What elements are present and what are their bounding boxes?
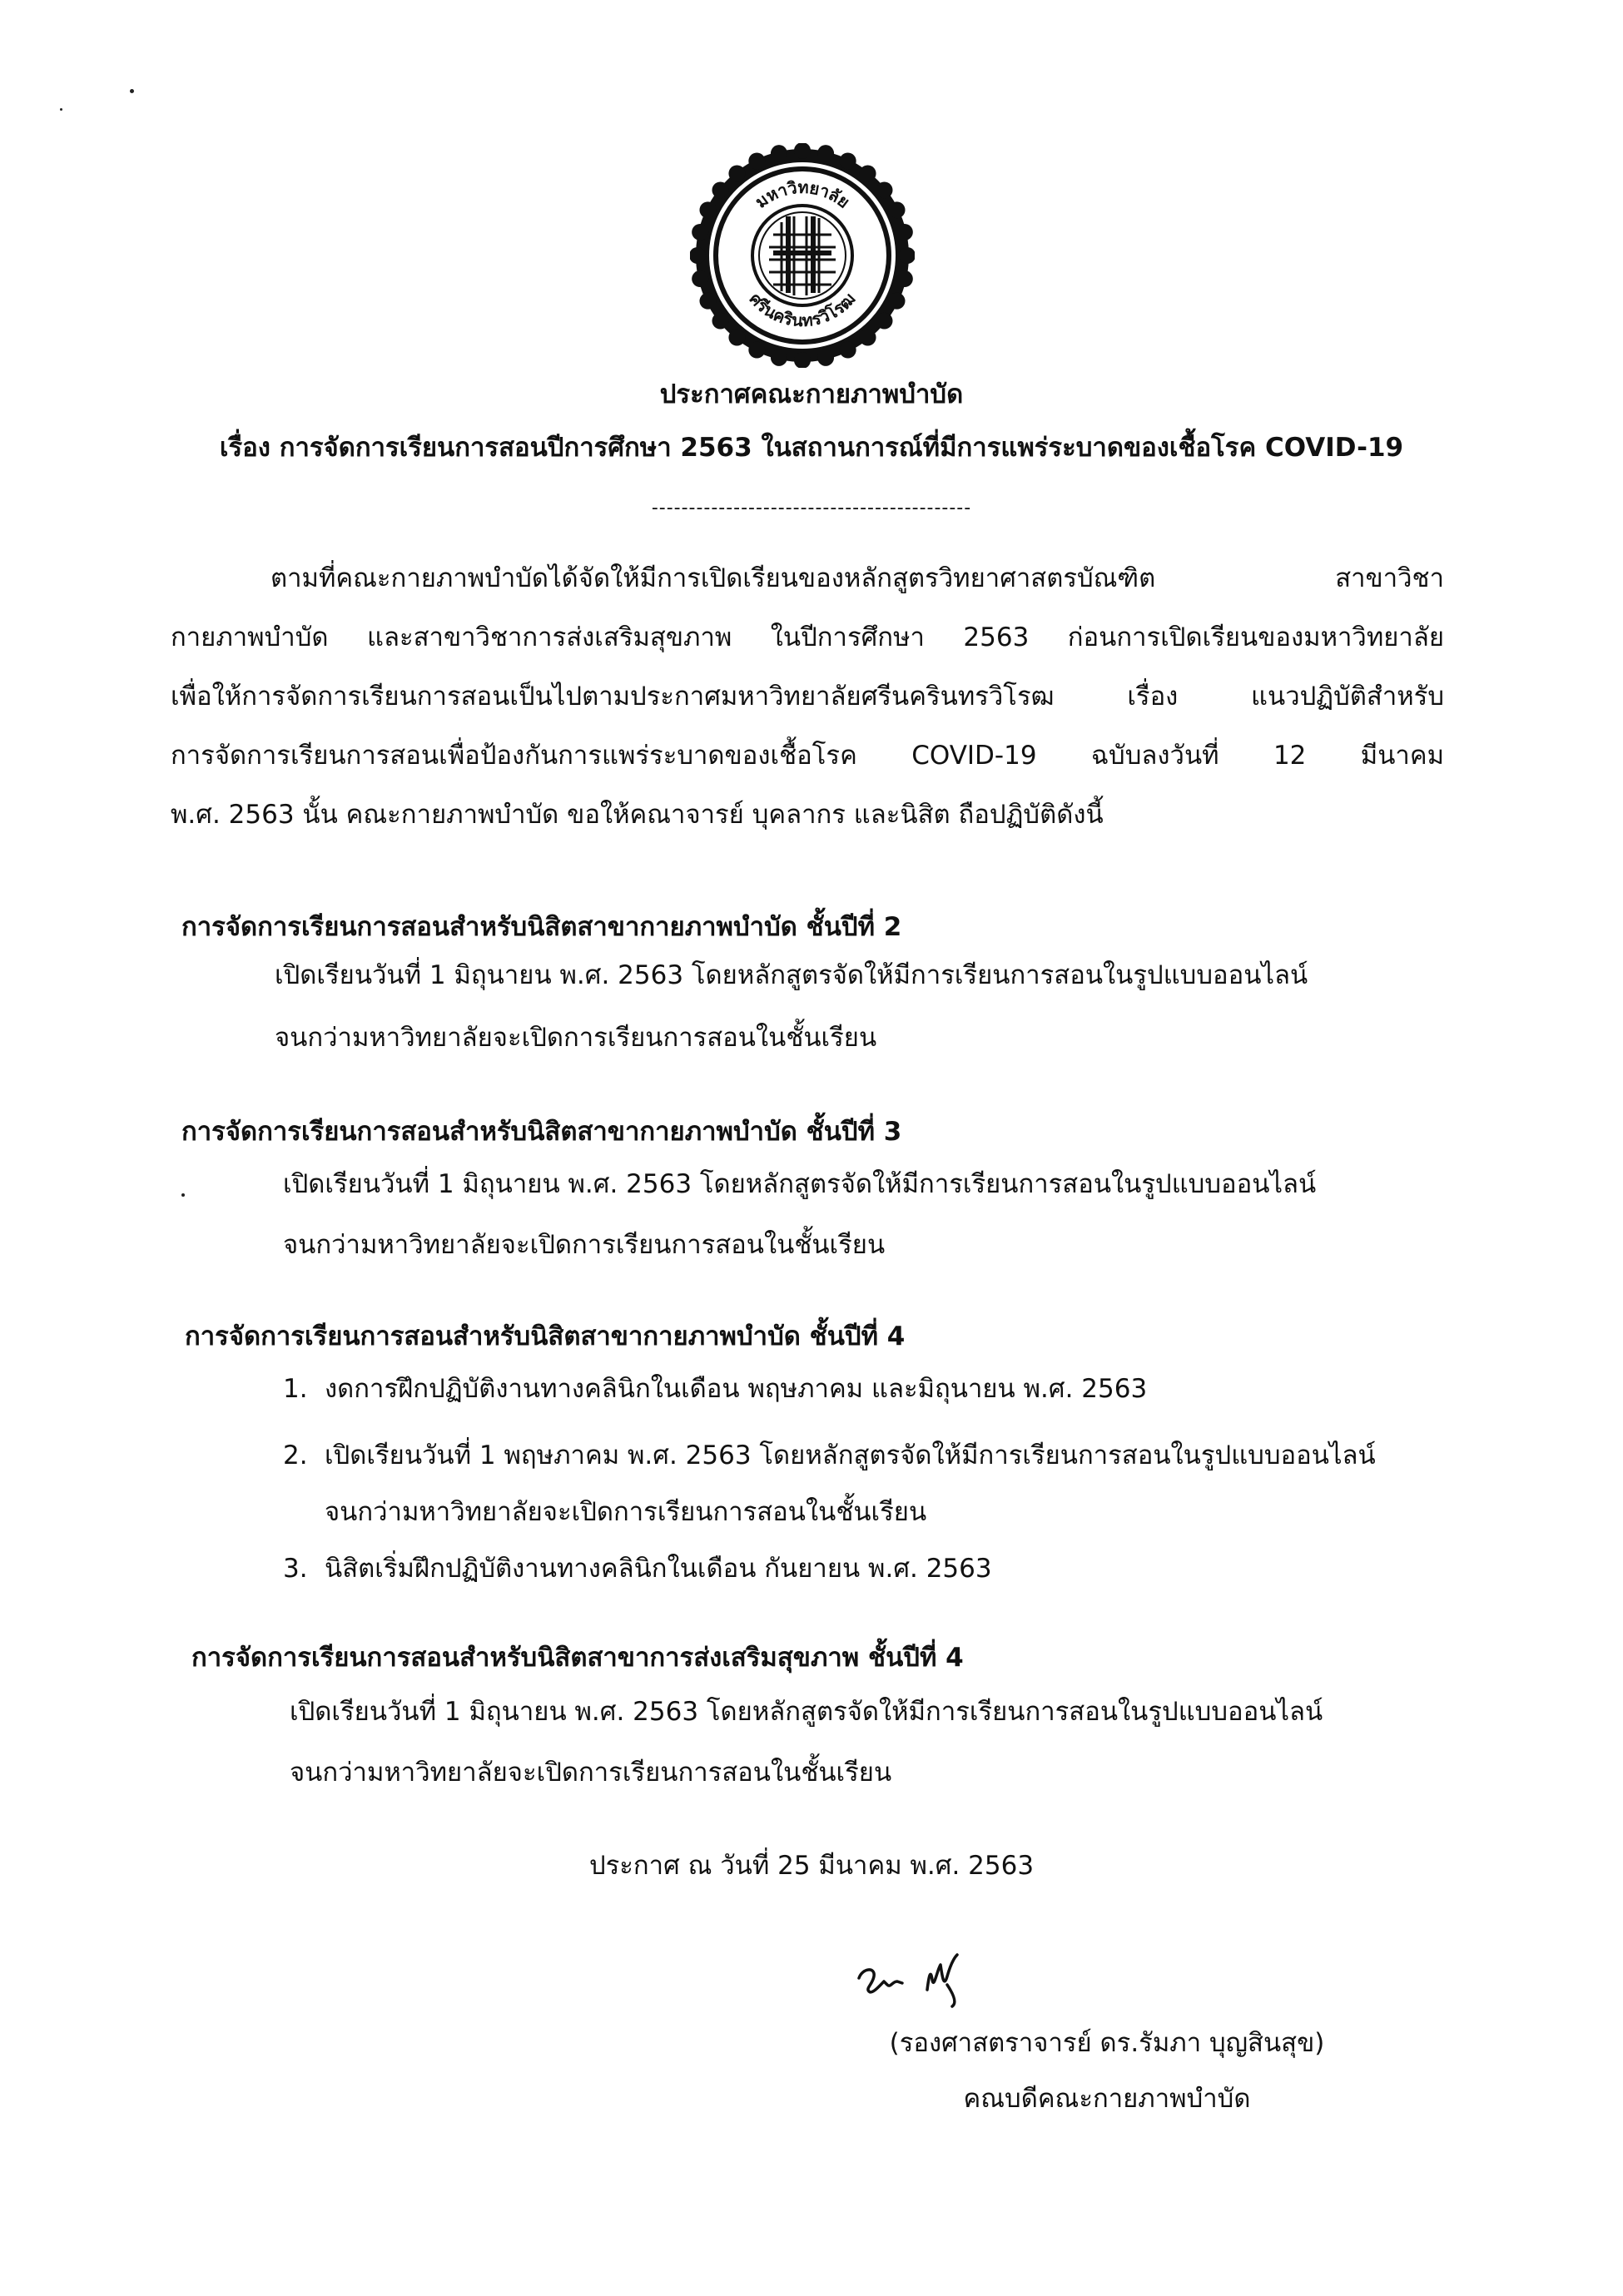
section-line: จนกว่ามหาวิทยาลัยจะเปิดการเรียนการสอนในชั้นเรียน [283, 1230, 886, 1260]
seal-scallop [896, 270, 913, 287]
announcement-title: ประกาศคณะกายภาพบำบัด [659, 379, 964, 409]
seal-scallop [771, 350, 787, 366]
scan-speck [181, 1193, 185, 1197]
seal-scallop [771, 145, 787, 161]
seal-scallop [817, 350, 834, 366]
seal-scallop [840, 342, 856, 359]
seal-scallop [712, 181, 728, 198]
list-item-line: เปิดเรียนวันที่ 1 พฤษภาคม พ.ศ. 2563 โดยหลักสูตรจัดให้มีการเรียนการสอนในรูปแบบออนไลน์ [325, 1441, 1376, 1470]
announcement-date: ประกาศ ณ วันที่ 25 มีนาคม พ.ศ. 2563 [588, 1851, 1035, 1881]
seal-scallop [712, 313, 728, 330]
university-seal-logo [690, 143, 915, 368]
list-item-line: จนกว่ามหาวิทยาลัยจะเปิดการเรียนการสอนในชั้นเรียน [325, 1497, 927, 1527]
section-line: จนกว่ามหาวิทยาลัยจะเปิดการเรียนการสอนในชั้นเรียน [275, 1023, 877, 1053]
list-item-line: งดการฝึกปฏิบัติงานทางคลินิกในเดือน พฤษภาคม และมิถุนายน พ.ศ. 2563 [325, 1374, 1148, 1404]
signer-name: (รองศาสตราจารย์ ดร.รัมภา บุญสินสุข) [889, 2028, 1325, 2058]
section-line: เปิดเรียนวันที่ 1 มิถุนายน พ.ศ. 2563 โดยหลักสูตรจัดให้มีการเรียนการสอนในรูปแบบออนไลน์ [275, 960, 1308, 990]
seal-scallop [840, 152, 856, 169]
seal-scallop [699, 201, 716, 218]
seal-scallop [876, 181, 893, 198]
intro-line: เพื่อให้การจัดการเรียนการสอนเป็นไปตามประกาศมหาวิทยาลัยศรีนครินทรวิโรฒ เรื่อง แนวปฏิบัติสำหรับ [171, 682, 1444, 712]
title-divider: ------------------------------------------- [651, 498, 972, 518]
seal-scallop [889, 293, 906, 310]
seal-bottom-text: ศรีนครินทรวิโรฒ [745, 288, 860, 331]
section-heading: การจัดการเรียนการสอนสำหรับนิสิตสาขากายภาพบำบัด ชั้นปีที่ 3 [181, 1117, 902, 1147]
seal-scallop [692, 224, 708, 241]
seal-scallop [699, 293, 716, 310]
list-item-line: นิสิตเริ่มฝึกปฏิบัติงานทางคลินิกในเดือน กันยายน พ.ศ. 2563 [325, 1554, 992, 1584]
seal-scallop [896, 224, 913, 241]
signer-position: คณบดีคณะกายภาพบำบัด [963, 2084, 1251, 2114]
seal-scallop [817, 145, 834, 161]
seal-top-text: มหาวิทยาลัย [751, 176, 854, 212]
scan-speck [130, 89, 134, 93]
section-line: เปิดเรียนวันที่ 1 มิถุนายน พ.ศ. 2563 โดยหลักสูตรจัดให้มีการเรียนการสอนในรูปแบบออนไลน์ [283, 1169, 1317, 1199]
intro-line: พ.ศ. 2563 นั้น คณะกายภาพบำบัด ขอให้คณาจารย์ บุคลากร และนิสิต ถือปฏิบัติดังนี้ [171, 800, 1104, 830]
seal-scallop [860, 165, 876, 181]
section-heading: การจัดการเรียนการสอนสำหรับนิสิตสาขากายภาพบำบัด ชั้นปีที่ 4 [185, 1322, 906, 1351]
list-item-number: 2. [283, 1441, 308, 1470]
seal-scallop [748, 152, 765, 169]
seal-scallop [860, 330, 876, 346]
seal-scallop [728, 165, 745, 181]
intro-line: ตามที่คณะกายภาพบำบัดได้จัดให้มีการเปิดเรียนของหลักสูตรวิทยาศาสตรบัณฑิต สาขาวิชา [270, 563, 1444, 593]
seal-scallop [889, 201, 906, 218]
seal-scallop [876, 313, 893, 330]
seal-scallop [748, 342, 765, 359]
intro-line: การจัดการเรียนการสอนเพื่อป้องกันการแพร่ระบาดของเชื้อโรค COVID-19 ฉบับลงวันที่ 12 มีนาคม [171, 741, 1444, 771]
section-line: เปิดเรียนวันที่ 1 มิถุนายน พ.ศ. 2563 โดยหลักสูตรจัดให้มีการเรียนการสอนในรูปแบบออนไลน์ [290, 1697, 1323, 1727]
section-line: จนกว่ามหาวิทยาลัยจะเปิดการเรียนการสอนในชั้นเรียน [290, 1758, 892, 1788]
list-item-number: 3. [283, 1554, 308, 1584]
section-heading: การจัดการเรียนการสอนสำหรับนิสิตสาขากายภาพบำบัด ชั้นปีที่ 2 [181, 912, 902, 942]
section-heading: การจัดการเรียนการสอนสำหรับนิสิตสาขาการส่งเสริมสุขภาพ ชั้นปีที่ 4 [191, 1643, 964, 1673]
intro-paragraph [171, 549, 1444, 845]
scan-speck [60, 108, 62, 111]
list-item-number: 1. [283, 1374, 308, 1404]
announcement-subject: เรื่อง การจัดการเรียนการสอนปีการศึกษา 2563 ในสถานการณ์ที่มีการแพร่ระบาดของเชื้อโรค COVID-19 [219, 433, 1404, 463]
seal-scallop [728, 330, 745, 346]
signature-image [851, 1951, 1017, 2010]
seal-scallop [692, 270, 708, 287]
intro-line: กายภาพบำบัด และสาขาวิชาการส่งเสริมสุขภาพ ในปีการศึกษา 2563 ก่อนการเปิดเรียนของมหาวิทยาลัย [171, 622, 1444, 652]
